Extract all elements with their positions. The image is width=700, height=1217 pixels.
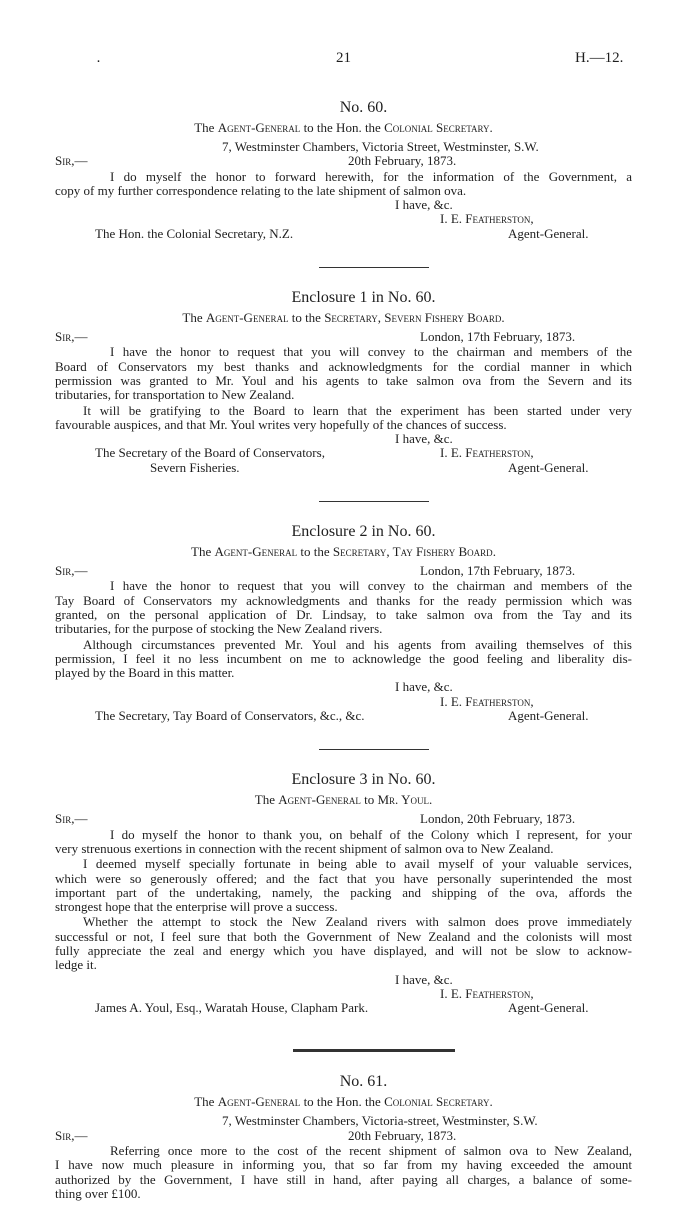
page-header [0, 50, 700, 70]
document-body [55, 98, 632, 1217]
sender-address: 7, Westminster Chambers, Victoria Street, Westminster, S.W. [222, 139, 539, 154]
heading-segment: The [254, 792, 279, 808]
closing-ihave: I have, &c. [395, 679, 453, 695]
letter-heading [55, 308, 632, 328]
closing-row [55, 432, 632, 446]
closing-row [55, 987, 632, 1001]
heading-segment: Secretary, Tay Fishery Board [332, 544, 493, 560]
heading-segment: Colonial Secretary [384, 120, 490, 135]
closing-office: Agent-General. [508, 225, 589, 241]
heading-segment: Agent-General [217, 120, 301, 135]
letter-heading [55, 1092, 632, 1112]
paragraph-line: ledge it. [55, 957, 97, 973]
letter-date: London, 20th February, 1873. [420, 811, 576, 827]
salutation: Sir,— [55, 811, 88, 827]
paragraph-line: I have now much pleasure in informing you, that so far from my having exceeded the amount [55, 1157, 632, 1173]
letter-title: No. 61. [339, 1073, 388, 1091]
paragraph [55, 579, 632, 636]
heading-segment: The [191, 544, 215, 560]
letter-heading [55, 542, 632, 562]
heading-segment: . [428, 792, 433, 808]
salutation-row [55, 330, 632, 344]
salutation: Sir,— [55, 1127, 88, 1143]
heading-segment: Mr. Youl [377, 792, 429, 808]
page-number: 21 [336, 50, 351, 66]
letter-date: 20th February, 1873. [348, 1127, 457, 1143]
letter-heading [55, 790, 632, 810]
salutation: Sir,— [55, 563, 88, 579]
closing-row [55, 695, 632, 709]
paragraph-line: I do myself the honor to thank you, on behalf of the Colony which I represent, for your [110, 826, 632, 842]
letter-title: No. 60. [339, 99, 388, 116]
paragraph-line: thing over £100. [55, 1185, 141, 1201]
closing-row [55, 227, 632, 241]
paragraph [55, 345, 632, 402]
salutation-row [55, 1129, 632, 1143]
closing-row [55, 973, 632, 987]
paragraph-line: tributaries, for transportation to New Zealand. [55, 387, 295, 403]
letter-section [55, 770, 632, 1015]
letter-date: London, 17th February, 1873. [420, 563, 576, 579]
heading-segment: . [489, 120, 493, 135]
closing-addressee: The Secretary, Tay Board of Conservators, &c., &c. [95, 708, 365, 724]
heading-segment: to the Hon. the [300, 120, 385, 135]
closing-row [55, 446, 632, 460]
letter-date: London, 17th February, 1873. [420, 329, 576, 345]
paragraph-line: strongest hope that the enterprise will prove a success. [55, 899, 338, 915]
closing-signatory: I. E. Featherston, [440, 693, 534, 709]
speck-mark: · [96, 54, 101, 70]
paragraph-line: played by the Board in this matter. [55, 665, 235, 681]
closing-ihave: I have, &c. [395, 431, 453, 447]
closing-office: Agent-General. [508, 708, 589, 724]
paragraph [55, 915, 632, 972]
section-divider [319, 267, 429, 268]
closing-signatory: I. E. Featherston, [440, 211, 534, 227]
paragraph-line: I have the honor to request that you will convey to the chairman and members of the [110, 344, 632, 360]
heading-segment: . [492, 544, 496, 560]
paragraph-line: favourable auspices, and that Mr. Youl writes very hopefully of the chances of success. [55, 416, 507, 432]
closing-row [55, 1001, 632, 1015]
heading-segment: The [194, 1094, 218, 1110]
letter-section [55, 1072, 632, 1201]
paragraph-line: Board of Conservators my best thanks and acknowledgments for the cordial manner in which [55, 358, 632, 374]
heading-segment: Agent-General [205, 310, 289, 326]
closing-row [55, 212, 632, 226]
sender-address: 7, Westminster Chambers, Victoria-street, Westminster, S.W. [222, 1113, 538, 1129]
document-reference: H.—12. [575, 50, 624, 66]
paragraph [55, 828, 632, 857]
letter-title: Enclosure 2 in No. 60. [291, 523, 436, 541]
closing-row [55, 461, 632, 475]
closing-addressee: The Hon. the Colonial Secretary, N.Z. [95, 225, 294, 241]
closing-ihave: I have, &c. [395, 971, 453, 987]
section-divider [319, 501, 429, 502]
paragraph-line: Tay Board of Conservators my acknowledgments and thanks for the ready permission which was [55, 592, 632, 608]
paragraph-line: which were so generously offered; and the fact that you have personally superintended the most [55, 870, 632, 886]
heading-segment: Agent-General [214, 544, 298, 560]
heading-segment: Agent-General [278, 792, 361, 808]
paragraph-line: permission, I feel it no less incumbent on me to acknowledge the good feeling and liberality dis- [55, 650, 632, 666]
letter-section [55, 288, 632, 475]
paragraph-line: Although circumstances prevented Mr. Youl and his agents from availing themselves of this [83, 636, 632, 652]
closing-signatory: I. E. Featherston, [440, 445, 534, 461]
paragraph [55, 638, 632, 681]
heading-segment: . [489, 1094, 493, 1110]
heading-segment: Colonial Secretary [384, 1094, 490, 1110]
closing-row [55, 198, 632, 212]
heading-segment: to the [288, 310, 325, 326]
paragraph [55, 857, 632, 914]
paragraph-line: very strenuous exertions in connection with the recent shipment of salmon ova to New Zealand. [55, 840, 554, 856]
letter-heading [55, 118, 632, 138]
closing-ihave: I have, &c. [395, 197, 453, 213]
heading-segment: to the Hon. the [300, 1094, 385, 1110]
closing-signatory: I. E. Featherston, [440, 985, 534, 1001]
heading-segment: The [182, 310, 206, 326]
address-line [55, 140, 632, 154]
closing-office: Agent-General. [508, 459, 589, 475]
heading-segment: The [194, 120, 218, 135]
paragraph [55, 1144, 632, 1201]
salutation-row [55, 154, 632, 168]
letter-section [55, 522, 632, 723]
address-line [55, 1114, 632, 1128]
paragraph-line: Referring once more to the cost of the recent shipment of salmon ova to New Zealand, [110, 1143, 632, 1159]
letter-title: Enclosure 1 in No. 60. [291, 289, 436, 307]
paragraph-line: I do myself the honor to forward herewith, for the information of the Government, a [110, 168, 632, 184]
paragraph-line: fully appreciate the zeal and energy which you have displayed, and will not be slow to acknow- [55, 942, 632, 958]
closing-row [55, 709, 632, 723]
paragraph-line: granted, on the personal application of Dr. Lindsay, to take salmon ova from the Tay and its [55, 606, 632, 622]
paragraph [55, 404, 632, 433]
letter-section [55, 98, 632, 241]
closing-addressee2: Severn Fisheries. [150, 459, 240, 475]
paragraph-line: tributaries, for the purpose of stocking the New Zealand rivers. [55, 621, 383, 637]
letter-title: Enclosure 3 in No. 60. [291, 771, 436, 789]
heading-segment: to the [297, 544, 333, 560]
heading-segment: Agent-General [217, 1094, 301, 1110]
paragraph-line: I have the honor to request that you will convey to the chairman and members of the [110, 578, 632, 594]
paragraph-line: Whether the attempt to stock the New Zealand rivers with salmon does prove immediately [83, 914, 632, 930]
closing-office: Agent-General. [508, 1000, 589, 1016]
paragraph-line: successful or not, I feel sure that both the Government of New Zealand and the colonists will most [55, 928, 632, 944]
closing-addressee: James A. Youl, Esq., Waratah House, Clapham Park. [95, 1000, 369, 1016]
heading-segment: to [360, 792, 378, 808]
letter-date: 20th February, 1873. [348, 153, 457, 169]
heading-segment: . [501, 310, 505, 326]
paragraph-line: permission was granted to Mr. Youl and his agents to take salmon ova from the Severn and its [55, 372, 632, 388]
paragraph-line: important part of the undertaking, namely, the packing and shipping of the ova, affords the [55, 884, 632, 900]
paragraph-line: copy of my further correspondence relating to the late shipment of salmon ova. [55, 182, 467, 198]
section-divider [293, 1049, 455, 1052]
salutation: Sir,— [55, 329, 88, 345]
salutation: Sir,— [55, 153, 88, 169]
paragraph-line: I deemed myself specially fortunate in being able to avail myself of your valuable services, [83, 856, 632, 872]
salutation-row [55, 812, 632, 826]
paragraph [55, 170, 632, 199]
closing-row [55, 680, 632, 694]
section-divider [319, 749, 429, 750]
paragraph-line: It will be gratifying to the Board to learn that the experiment has been started under very [83, 402, 632, 418]
heading-segment: Secretary, Severn Fishery Board [324, 310, 502, 326]
salutation-row [55, 564, 632, 578]
paragraph-line: authorized by the Government, I have still in hand, after paying all charges, a balance of some- [55, 1171, 632, 1187]
closing-addressee: The Secretary of the Board of Conservators, [95, 445, 325, 461]
